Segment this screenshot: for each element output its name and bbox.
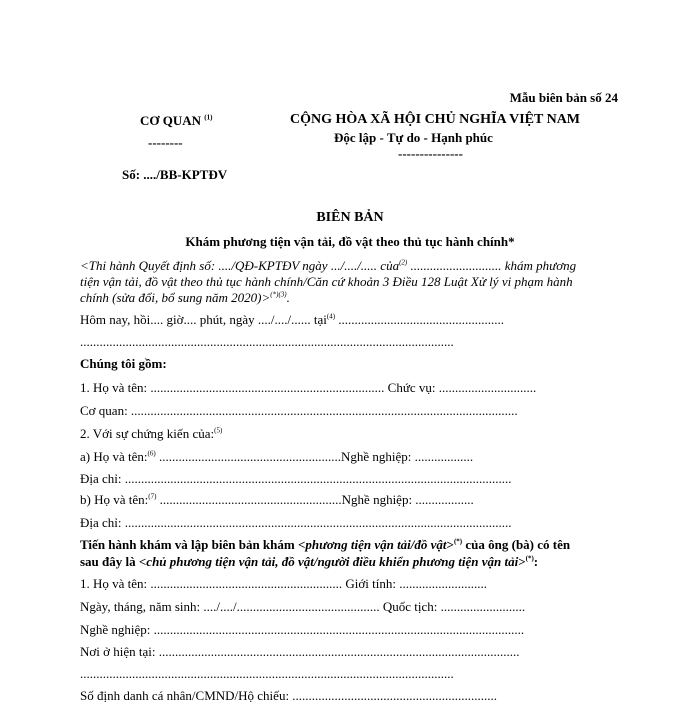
witness-a-name: a) Họ và tên:$^{(6)}$ ........................................................Nghề nghiệp: .................. bbox=[80, 449, 474, 464]
inspection-line-1: Tiến hành khám và lập biên bản khám <phương tiện vận tải/đồ vật>(*) của ông (bà) có tên bbox=[80, 537, 571, 552]
intro-line-1: <Thi hành Quyết định số: ..../QĐ-KPTĐV ngày .../..../..... của$^{(2)}$ ............................ khám phương bbox=[80, 258, 577, 273]
agency-divider: -------- bbox=[148, 135, 183, 150]
agency-label: CƠ QUAN $^{(1)}$ bbox=[140, 113, 213, 128]
intro-line-2: tiện vận tải, đồ vật theo thủ tục hành chính/Căn cứ khoản 3 Điều 128 Luật Xử lý vi phạm hành bbox=[80, 274, 573, 289]
inspection-line-2: sau đây là <chủ phương tiện vận tải, đồ vật/người điều khiển phương tiện vận tải>(*): bbox=[80, 554, 539, 569]
witness-a-address: Địa chỉ: ....................................................................................................................... bbox=[80, 471, 512, 486]
country-name: CỘNG HÒA XÃ HỘI CHỦ NGHĨA VIỆT NAM bbox=[290, 112, 581, 127]
witness-b-address: Địa chỉ: ....................................................................................................................... bbox=[80, 515, 512, 530]
witness-b-name: b) Họ và tên:$^{(7)}$ ........................................................Nghề nghiệp: .................. bbox=[80, 492, 474, 507]
today-line: Hôm nay, hồi.... giờ.... phút, ngày ..../..../...... tại$^{(4)}$ ................................................... bbox=[80, 312, 505, 327]
members-heading: Chúng tôi gồm: bbox=[80, 356, 167, 371]
member-1-agency: Cơ quan: ....................................................................................................................... bbox=[80, 403, 518, 418]
document-subtitle: Khám phương tiện vận tải, đồ vật theo thủ tục hành chính* bbox=[185, 234, 515, 249]
subject-id: Số định danh cá nhân/CMND/Hộ chiếu: ............................................................... bbox=[80, 688, 498, 703]
witness-heading: 2. Với sự chứng kiến của:$^{(5)}$ bbox=[80, 426, 223, 441]
motto-divider: --------------- bbox=[398, 146, 463, 161]
subject-name: 1. Họ và tên: ........................................................... Giới tính: ........................... bbox=[80, 576, 487, 591]
subject-dob: Ngày, tháng, năm sinh: ..../..../............................................ Quốc tịch: .......................... bbox=[80, 599, 526, 614]
member-1-name: 1. Họ và tên: ........................................................................ Chức vụ: .............................. bbox=[80, 380, 537, 395]
subject-job: Nghề nghiệp: .................................................................................................................. bbox=[80, 622, 525, 637]
subject-residence-dots: ................................................................................................................... bbox=[80, 666, 454, 681]
agency-footnote: (1) bbox=[204, 113, 213, 122]
document-number: Số: ..../BB-KPTĐV bbox=[122, 167, 228, 182]
subject-residence: Nơi ở hiện tại: ............................................................................................................... bbox=[80, 644, 520, 659]
motto: Độc lập - Tự do - Hạnh phúc bbox=[334, 130, 493, 145]
document-title: BIÊN BẢN bbox=[316, 210, 384, 225]
today-dots: ................................................................................................................... bbox=[80, 334, 454, 349]
intro-line-3: chính (sửa đổi, bổ sung năm 2020)>$^{(*)(3)}$. bbox=[80, 290, 290, 305]
form-number: Mẫu biên bản số 24 bbox=[509, 90, 618, 105]
